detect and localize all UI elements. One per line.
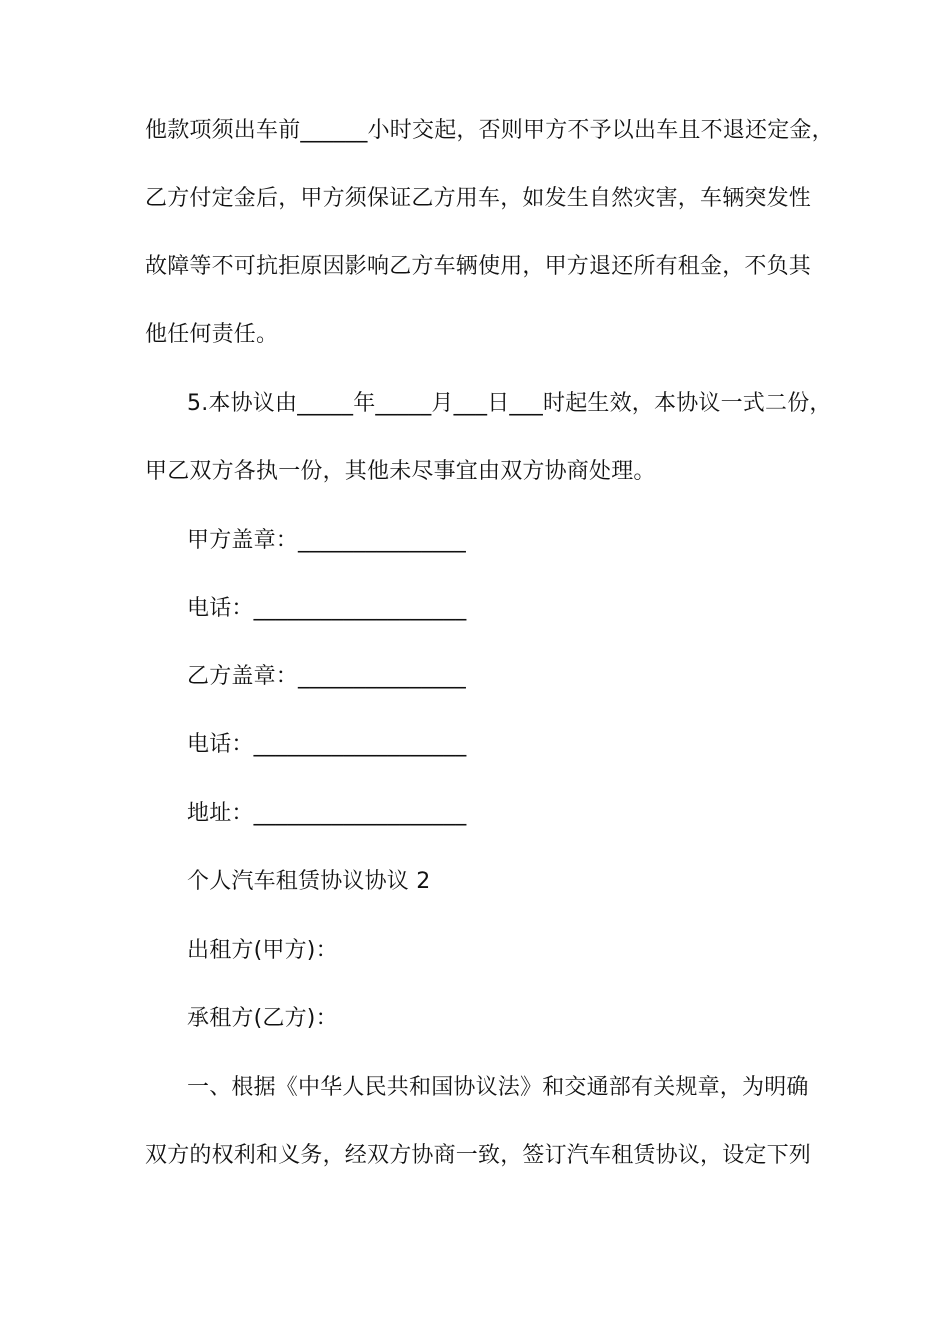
clause-line: 双方的权利和义务，经双方协商一致，签订汽车租赁协议，设定下列	[145, 1143, 812, 1168]
lessee-label: 承租方(乙方)：	[187, 1006, 338, 1031]
party-a-seal-field: 甲方盖章：_______________	[187, 528, 467, 553]
address-field: 地址：___________________	[187, 801, 467, 826]
phone-field: 电话：___________________	[187, 732, 467, 757]
paragraph-line: 他任何责任。	[145, 322, 279, 347]
paragraph-line: 甲乙双方各执一份，其他未尽事宜由双方协商处理。	[145, 459, 656, 484]
paragraph-line: 故障等不可抗拒原因影响乙方车辆使用，甲方退还所有租金，不负其	[145, 254, 812, 279]
phone-field: 电话：___________________	[187, 596, 467, 621]
contract-title: 个人汽车租赁协议协议 2	[187, 869, 431, 894]
paragraph-line: 乙方付定金后，甲方须保证乙方用车，如发生自然灾害，车辆突发性	[145, 186, 812, 211]
paragraph-line: 5.本协议由_____年_____月___日___时起生效，本协议一式二份，	[187, 391, 832, 416]
paragraph-line: 他款项须出车前______小时交起，否则甲方不予以出车且不退还定金，	[145, 118, 834, 143]
clause-line: 一、根据《中华人民共和国协议法》和交通部有关规章，为明确	[187, 1075, 809, 1100]
party-b-seal-field: 乙方盖章：_______________	[187, 664, 467, 689]
lessor-label: 出租方(甲方)：	[187, 938, 338, 963]
